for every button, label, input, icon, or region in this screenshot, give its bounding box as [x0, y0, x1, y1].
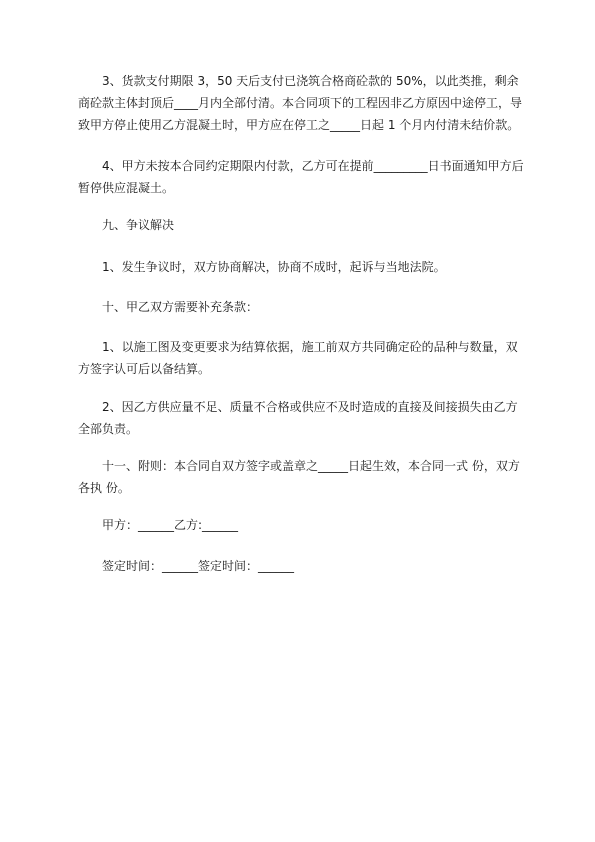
- payment-term-clause-4: 4、甲方未按本合同约定期限内付款，乙方可在提前_________日书面通知甲方后暂停供应混凝土。: [78, 159, 524, 195]
- section-heading-supplement: 十、甲乙双方需要补充条款：: [102, 300, 259, 314]
- supplement-clause-2: 2、因乙方供应量不足、质量不合格或供应不及时造成的直接及间接损失由乙方全部负责。: [78, 400, 518, 436]
- supplement-clause-1: 1、以施工图及变更要求为结算依据，施工前双方共同确定砼的品种与数量，双方签字认可后以备结算。: [78, 340, 518, 376]
- section-heading-dispute: 九、争议解决: [102, 218, 175, 232]
- payment-term-clause-3: 3、货款支付期限 3，50 天后支付已浇筑合格商砼款的 50%，以此类推，剩余商砼款主体封顶后____月内全部付清。本合同项下的工程因非乙方原因中途停工，导致甲方停止使用乙方混凝土时，甲方应在停工之_____日起 1 个月内付清未结价款。: [78, 74, 523, 132]
- signing-date-line: 签定时间：______签定时间：______: [102, 559, 295, 573]
- signature-parties-line: 甲方：______乙方:______: [102, 518, 239, 532]
- appendix-clause: 十一、附则：本合同自双方签字或盖章之_____日起生效，本合同一式 份，双方各执 份。: [78, 459, 520, 495]
- dispute-clause-1: 1、发生争议时，双方协商解决，协商不成时，起诉与当地法院。: [102, 260, 446, 274]
